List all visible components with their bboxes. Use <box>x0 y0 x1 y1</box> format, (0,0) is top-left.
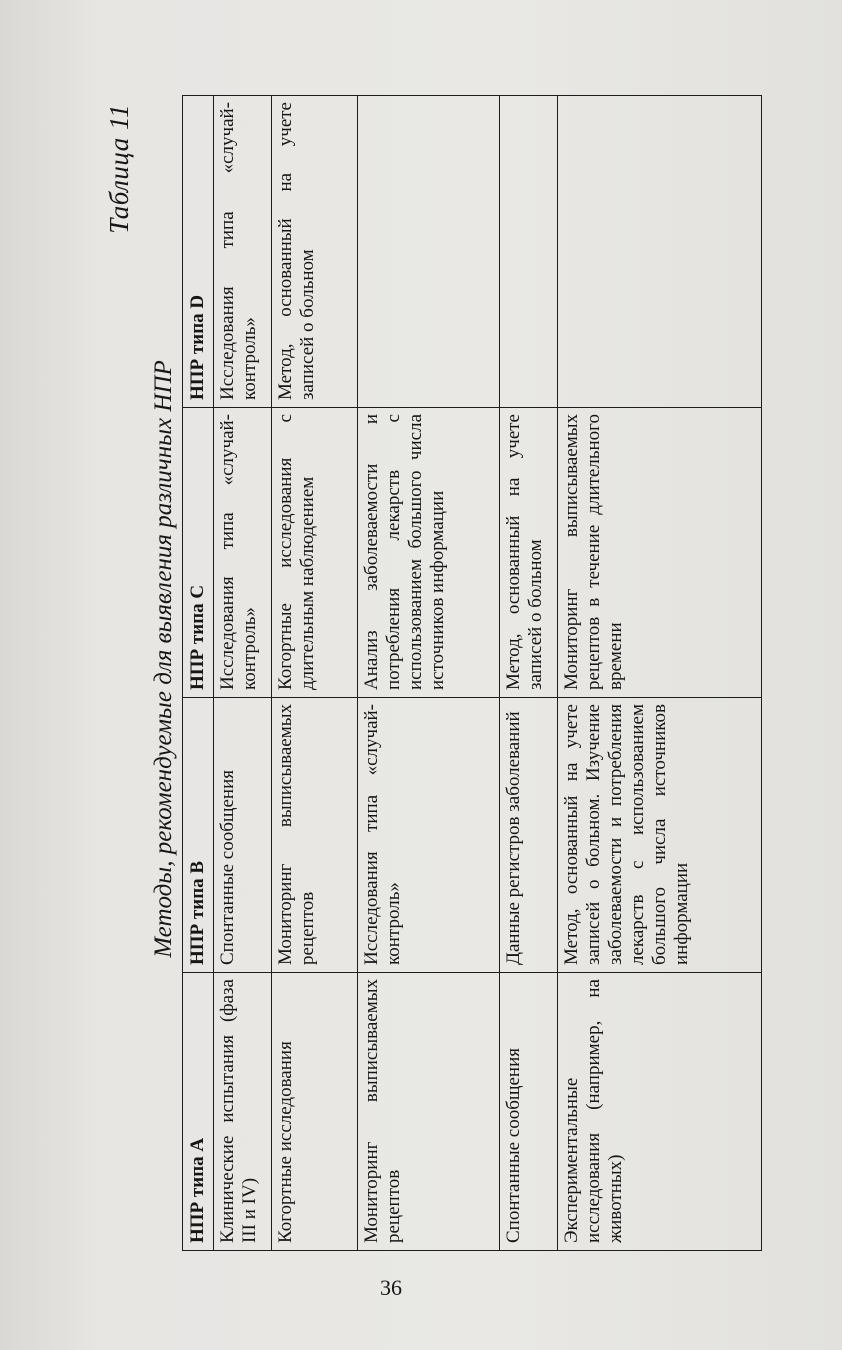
caption <box>104 104 177 1214</box>
table-cell <box>358 96 500 408</box>
table-cell: Анализ заболеваемости и потребления лекарств с использованием большого числа источников информации <box>358 408 500 698</box>
table-row <box>358 96 500 1251</box>
table-row <box>500 96 558 1251</box>
table-cell: Экспериментальные исследования (например, на животных) <box>558 973 762 1251</box>
methods-table <box>182 95 762 1251</box>
table-label: Таблица 11 <box>104 104 134 234</box>
table-cell <box>558 96 762 408</box>
table-cell: Метод, основанный на учете записей о больном. Изучение заболеваемости и потребления лекарств с использованием большого числа источников информации <box>558 698 762 973</box>
table-cell: Мониторинг выписываемых рецептов <box>358 973 500 1251</box>
table-cell: Мониторинг выписываемых рецептов в течение длительного времени <box>558 408 762 698</box>
table-cell: Когортные исследования с длительным наблюдением <box>272 408 358 698</box>
table-cell: Исследования типа «случай-контроль» <box>358 698 500 973</box>
table-cell: Спонтанные сообщения <box>500 973 558 1251</box>
table-cell: Данные регистров заболеваний <box>500 698 558 973</box>
table-cell: Мониторинг выписываемых рецептов <box>272 698 358 973</box>
table-row <box>272 96 358 1251</box>
table-title: Методы, рекомендуемые для выявления различных НПР <box>150 360 177 958</box>
table-cell: Когортные исследования <box>272 973 358 1251</box>
table-cell: Метод, основанный на учете записей о больном <box>500 408 558 698</box>
header-type-b: НПР типа В <box>183 698 214 973</box>
table-cell: Клинические испытания (фаза III и IV) <box>214 973 272 1251</box>
table-cell: Исследования типа «случай-контроль» <box>214 96 272 408</box>
table-row <box>558 96 762 1251</box>
header-type-d: НПР типа D <box>183 96 214 408</box>
table-cell: Метод, основанный на учете записей о больном <box>272 96 358 408</box>
table-cell <box>500 96 558 408</box>
table-header-row <box>183 96 214 1251</box>
header-type-a: НПР типа А <box>183 973 214 1251</box>
page-number: 36 <box>380 1275 402 1300</box>
header-type-c: НПР типа С <box>183 408 214 698</box>
table-cell: Спонтанные сообщения <box>214 698 272 973</box>
table-row <box>214 96 272 1251</box>
table-cell: Исследования типа «случай-контроль» <box>214 408 272 698</box>
